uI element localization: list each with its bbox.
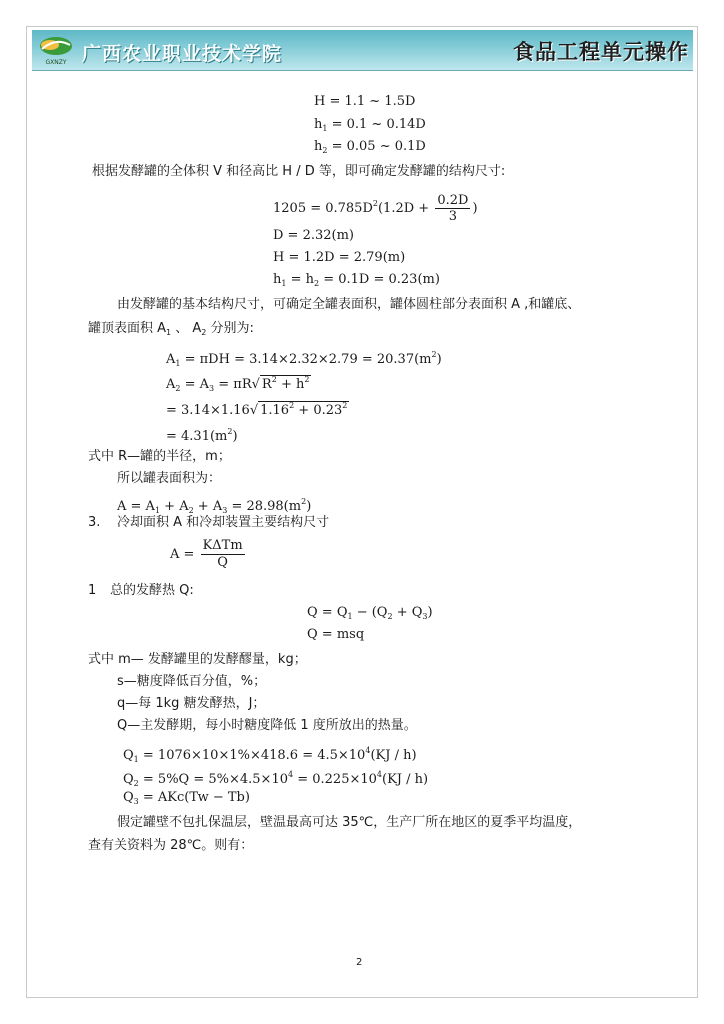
equation-q2: $Q_2 = 5\%Q = 5\%\times 4.5\times 10^4 = 0.225\times 10^4(KJ / h)$	[123, 770, 429, 788]
equation-a2-numeric: = 3.14×1.16√ $1.16^2 + 0.23^2$	[166, 401, 348, 418]
equation-cooling-area: A = $\frac{\text{KΔTm}}{Q}$	[170, 538, 243, 570]
definition-m: 式中 m— 发酵罐里的发酵醪量，kg；	[88, 652, 307, 667]
definition-s: s—糖度降低百分值，%；	[117, 674, 267, 689]
equation-total-heat: $Q = Q_1 - (Q_2 + Q_3)$	[307, 605, 433, 621]
equation-a2-result: = $4.31(m^2)$	[166, 427, 238, 444]
paragraph-wall-temperature: 假定罐壁不包扎保温层，壁温最高可达 35℃，生产厂所在地区的夏季平均温度，	[117, 815, 582, 830]
school-logo	[36, 33, 76, 67]
equation-q-msq: Q = msq	[307, 627, 365, 642]
definition-q: q—每 1kg 糖发酵热，J；	[117, 696, 266, 711]
item-1-title: 总的发酵热 Q:	[110, 583, 194, 598]
result-height: H = 1.2D = 2.79(m)	[273, 250, 406, 265]
course-title: 食品工程单元操作	[513, 40, 689, 64]
result-diameter: D = 2.32(m)	[273, 228, 354, 243]
equation-h2-range: $h_2 = 0.05$ ~ 0.1D	[314, 139, 426, 155]
page-number: 2	[356, 957, 363, 968]
equation-volume: $1205 = 0.785D^2(1.2D$ + $\frac{0.2D}{3}$ )	[273, 193, 478, 224]
logo-text: GXNZY	[45, 59, 67, 66]
section-3-title: 冷却面积 A 和冷却装置主要结构尺寸	[117, 515, 330, 530]
equation-q3: $Q_3 = AKc(Tw - Tb)$	[123, 790, 250, 806]
equation-total-area: $A = A_1 + A_2 + A_3 = 28.98(m^2)$	[117, 497, 312, 515]
school-name: 广西农业职业技术学院	[82, 43, 283, 65]
definition-Q: Q—主发酵期，每小时糖度降低 1 度所放出的热量。	[117, 718, 417, 733]
equation-a2-a3: $A_2 = A_3 = \pi R√$ $R^2 + h^2$	[166, 375, 310, 393]
paragraph-surface-area-cont: 罐顶表面积 $A_1$ 、 $A_2$ 分别为:	[88, 321, 254, 337]
paragraph-surface-area: 由发酵罐的基本结构尺寸，可确定全罐表面积，罐体圆柱部分表面积 A ,和罐底、	[117, 297, 581, 312]
paragraph-structure-size: 根据发酵罐的全体积 V 和径高比 H / D 等，即可确定发酵罐的结构尺寸:	[92, 164, 506, 179]
equation-h1-range: $h_1 = 0.1$ ~ 0.14D	[314, 117, 426, 133]
item-1-number: 1	[88, 583, 97, 598]
definition-radius: 式中 R—罐的半径，m；	[88, 449, 231, 464]
paragraph-total-area: 所以罐表面积为：	[117, 471, 222, 486]
page-header-banner	[32, 30, 693, 71]
result-head-height: $h_1 = h_2 = 0.1D = 0.23(m)$	[273, 272, 440, 288]
equation-q1: $Q_1 = 1076\times 10\times 1\%\times 418.6 = 4.5\times 10^4(KJ / h)$	[123, 746, 417, 764]
equation-h-range: H = 1.1 ~ 1.5D	[314, 94, 416, 109]
section-3-number: 3.	[88, 515, 101, 530]
equation-a1: $A_1 = \pi DH = 3.14\times 2.32\times 2.79 = 20.37(m^2)$	[166, 350, 442, 368]
paragraph-wall-temperature-cont: 查有关资料为 28℃。则有：	[88, 838, 254, 853]
